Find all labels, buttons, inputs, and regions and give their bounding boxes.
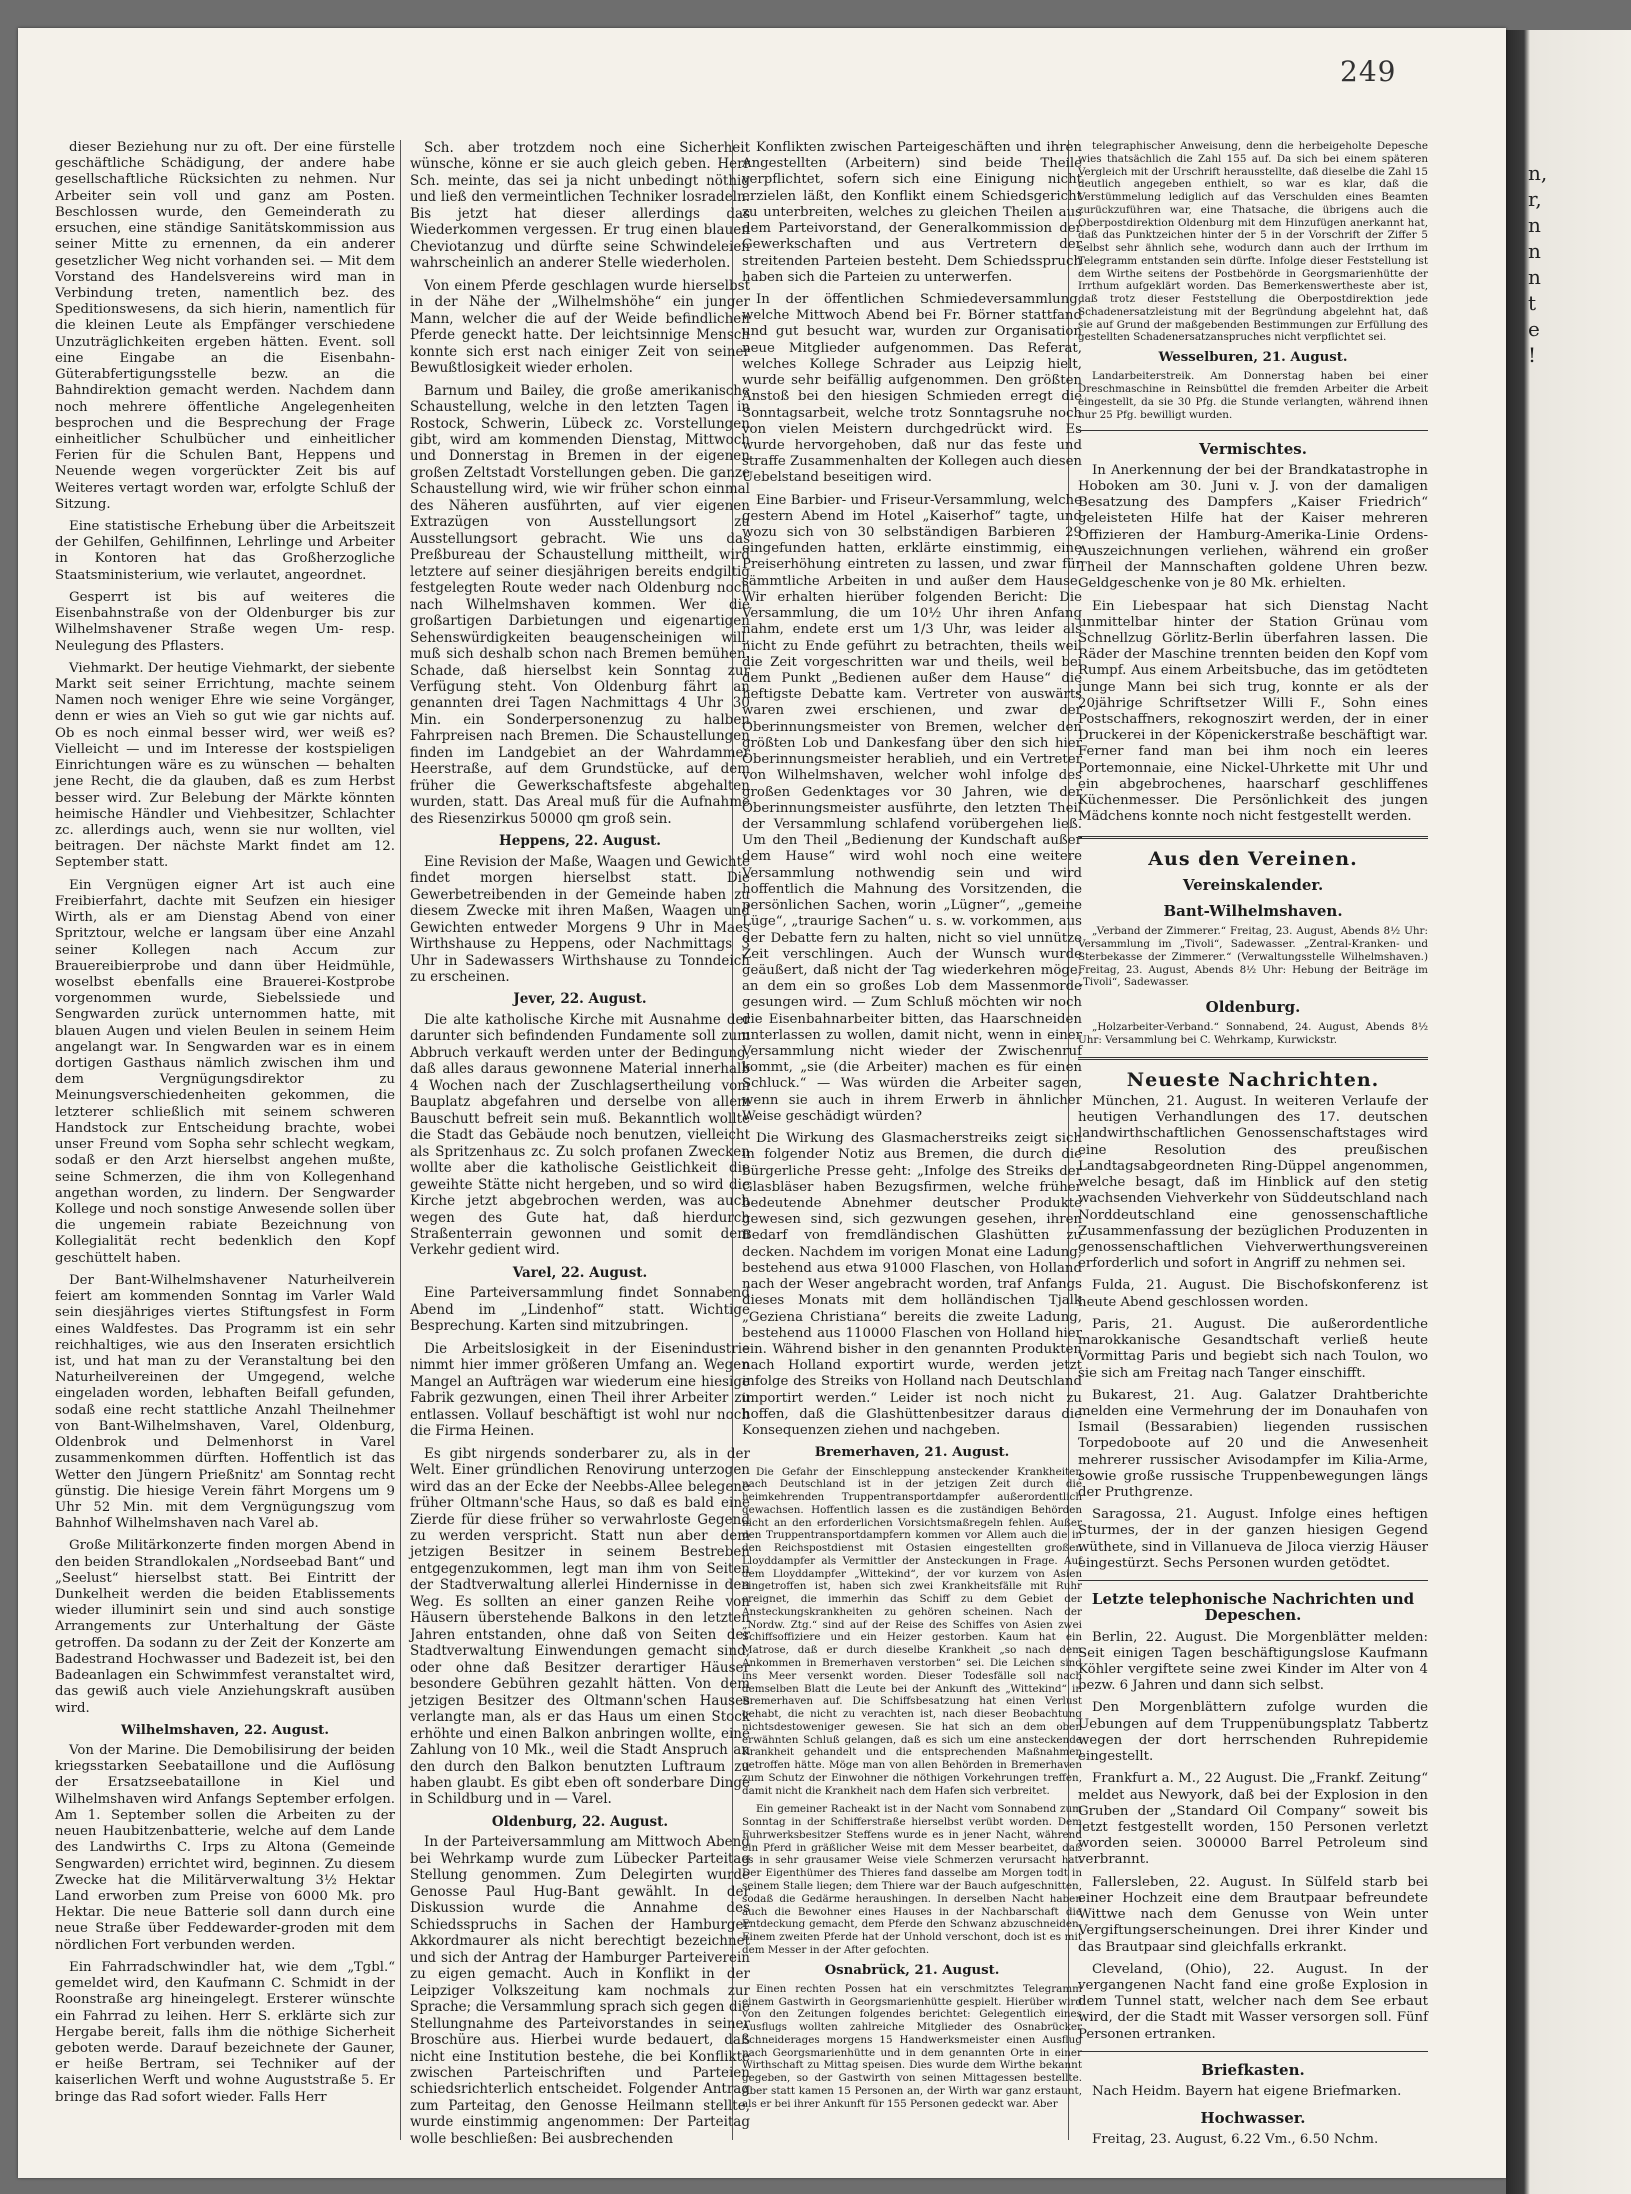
- article-paragraph: Sch. aber trotzdem noch eine Sicherheit wünsche, könne er sie auch gleich geben. Herr Sch. meinte, das sei ja nicht unbedingt nöthig und ließ den vermeintlichen Techniker losradeln. Bis jetzt hat dieser allerdings das Wiederkommen vergessen. Er trug einen blauen Cheviotanzug und dürfte seine Schwindeleien wahrscheinlich an anderer Stelle wiederholen.: [410, 140, 750, 272]
- dateline: Wilhelmshaven, 22. August.: [121, 1722, 329, 1738]
- article-paragraph: Von der Marine. Die Demobilisirung der beiden kriegsstarken Seebataillone und die Auflösung der Ersatzseebataillone in Kiel und Wilhelmshaven wird Anfangs September erfolgen. Am 1. September sollen die Arbeiten zu der neuen Haubitzenbatterie, welche auf dem Lande des Landwirths C. Irps zu Altona (Gemeinde Sengwarden) errichtet wird, beginnen. Zu diesem Zwecke hat die Militärverwaltung 3½ Hektar Land erworben zum Preise von 6000 Mk. pro Hektar. Die neue Batterie soll dann durch eine neue Straße über Feddewarder-groden mit dem nördlichen Fort verbunden werden.: [55, 1743, 395, 1953]
- column-3: [742, 140, 1082, 2116]
- article-paragraph: Bukarest, 21. Aug. Galatzer Drahtberichte melden eine Vermehrung der im Donauhafen von Ismail (Bessarabien) liegenden russischen Torpedoboote auf 20 und die Anwesenheit mehrerer russischer Avisodampfer im Kilia-Arme, sowie große russische Truppenbewegungen längs der Pruthgrenze.: [1078, 1387, 1428, 1501]
- article-paragraph: Cleveland, (Ohio), 22. August. In der vergangenen Nacht fand eine große Explosion in dem Tunnel statt, welcher nach dem See erbaut wird, der die Stadt mit Wasser versorgen soll. Fünf Personen ertranken.: [1078, 1961, 1428, 2042]
- article-paragraph: telegraphischer Anweisung, denn die herbeigeholte Depesche wies thatsächlich die Zahl 155 auf. Da sich bei einem späteren Vergleich mit der Urschrift herausstellte, daß dieselbe die Zahl 15 deutlich angegeben enthielt, so war es klar, daß die Verstümmelung lediglich auf das Verschulden eines Beamten zurückzuführen war, eine Thatsache, die übrigens auch die Oberpostdirektion Oldenburg mit dem Hinzufügen anerkannt hat, daß das Punktzeichen hinter der 5 in der Vorschrift der Ziffer 5 selbst sehr ähnlich sehe, wodurch dann auch der Irrthum im Telegramm entstanden sein dürfte. Infolge dieser Feststellung ist dem Wirthe seitens der Postbehörde in Georgsmarienhütte der Irrthum aufgeklärt worden. Das Bemerkenswertheste aber ist, daß trotz dieser Feststellung die Oberpostdirektion jede Schadenersatzleistung mit der Begründung abgelehnt hat, daß sie auf Grund der maßgebenden Bestimmungen zur Erfüllung des gestellten Schadenersatzanspruches nicht verpflichtet sei.: [1078, 140, 1428, 344]
- section-heading: Neueste Nachrichten.: [1126, 1068, 1380, 1091]
- subsection-heading: Oldenburg.: [1205, 998, 1301, 1017]
- dateline: Varel, 22. August.: [512, 1264, 648, 1281]
- section-heading: Vermischtes.: [1199, 439, 1307, 458]
- article-paragraph: Die alte katholische Kirche mit Ausnahme der darunter sich befindenden Fundamente soll zum Abbruch verkauft werden unter der Bedingung, daß alles daraus gewonnene Material innerhalb 4 Wochen nach der Zuschlagsertheilung vom Bauplatz abgefahren und derselbe von allem Bauschutt befreit sein muß. Bekanntlich wollte die Stadt das Gebäude noch benutzen, vielleicht als Spritzenhaus zc. Zu solch profanen Zwecken wollte aber die katholische Geistlichkeit die geweihte Stätte nicht hergeben, und so wird die Kirche jetzt abgebrochen werden, was auch wegen des Gute hat, daß hierdurch Straßenterrain gewonnen und somit dem Verkehr gedient wird.: [410, 1011, 750, 1259]
- article-paragraph: Gesperrt ist bis auf weiteres die Eisenbahnstraße von der Oldenburger bis zur Wilhelmshavener Straße wegen Um- resp. Neulegung des Pflasters.: [55, 589, 395, 654]
- article-paragraph: In der Parteiversammlung am Mittwoch Abend bei Wehrkamp wurde zum Lübecker Parteitag Stellung genommen. Zum Delegirten wurde Genosse Paul Hug-Bant gewählt. In der Diskussion wurde die Annahme des Schiedsspruchs in Sachen der Hamburger Akkordmaurer als nicht berechtigt bezeichnet und sich der Antrag der Hamburger Parteiverein zu eigen gemacht. Auch in Konflikt in der Leipziger Volkszeitung kam nochmals zur Sprache; die Versammlung sprach sich gegen die Stellungnahme des Parteivorstandes in seiner Broschüre aus. Hierbei wurde bedauert, daß nicht eine Institution bestehe, die bei Konflikte zwischen Parteischriften und Parteien schiedsrichterlich entscheidet. Folgender Antrag zum Parteitag, den Genosse Heilmann stellte, wurde einstimmig angenommen: Der Parteitag wolle beschließen: Bei ausbrechenden: [410, 1834, 750, 2147]
- article-paragraph: Große Militärkonzerte finden morgen Abend in den beiden Strandlokalen „Nordseebad Bant“ und „Seelust“ hierselbst statt. Bei Eintritt der Dunkelheit werden die beiden Etablissements wieder illuminirt sein und sind auch sonstige Arrangements zur Unterhaltung der Gäste getroffen. Da sodann zu der Zeit der Konzerte am Badestrand Hochwasser und Badezeit ist, bei den Badeanlagen ein Schwimmfest veranstaltet wird, das gewiß auch viele Anziehungskraft ausüben wird.: [55, 1538, 395, 1716]
- dateline: Jever, 22. August.: [513, 991, 647, 1008]
- article-paragraph: Ein Liebespaar hat sich Dienstag Nacht unmittelbar hinter der Station Grünau vom Schnellzug Görlitz-Berlin überfahren lassen. Die Räder der Maschine trennten beiden den Kopf vom Rumpf. Aus einem Arbeitsbuche, das im getödteten junge Mann bei sich trug, konnte er als der 20jährige Schriftsetzer Willi F., Sohn eines Postschaffners, rekognoszirt werden, der in einer Druckerei in der Köpenickerstraße beschäftigt war. Ferner fand man bei ihm noch ein leeres Portemonnaie, eine Nickel-Uhrkette mit Uhr und ein abgebrochenes, haarscharf geschliffenes Küchenmesser. Die Persönlichkeit des jungen Mädchens konnte noch nicht festgestellt werden.: [1078, 598, 1428, 825]
- article-paragraph: Den Morgenblättern zufolge wurden die Uebungen auf dem Truppenübungsplatz Tabbertz wegen der dort herrschenden Ruhrepidemie eingestellt.: [1078, 1700, 1428, 1765]
- article-paragraph: Von einem Pferde geschlagen wurde hierselbst in der Nähe der „Wilhelmshöhe“ ein junger Mann, welcher die auf der Weide befindlichen Pferde geneckt hatte. Der leichtsinnige Mensch konnte sich erst nach einiger Zeit von seiner Bewußtlosigkeit wieder erholen.: [410, 277, 750, 377]
- article-paragraph: In der öffentlichen Schmiedeversammlung, welche Mittwoch Abend bei Fr. Börner stattfand und gut besucht war, wurden zur Organisation neue Mitglieder aufgenommen. Das Referat, welches Kollege Schrader aus Leipzig hielt, wurde sehr beifällig aufgenommen. Den größten Anstoß bei den hiesigen Schmieden erregt die Sonntagsarbeit, welche trotz Sonntagsruhe noch von vielen Meistern durchgedrückt wird. Es wurde hervorgehoben, daß nur das feste und straffe Zusammenhalten der Kollegen auch diesen Uebelstand beseitigen wird.: [742, 291, 1082, 486]
- section-heading: Hochwasser.: [1200, 2109, 1306, 2128]
- article-paragraph: Die Wirkung des Glasmacherstreiks zeigt sich in folgender Notiz aus Bremen, die durch die bürgerliche Presse geht: „Infolge des Streiks der Glasbläser haben Bezugsfirmen, welche früher bedeutende Abnehmer deutscher Produkte gewesen sind, sich gezwungen gesehen, ihren Bedarf von fremdländischen Glashütten zu decken. Nachdem im vorigen Monat eine Ladung, bestehend aus etwa 91000 Flaschen, von Holland nach der Weser angebracht worden, traf Anfangs dieses Monats mit dem holländischen Tjalk „Geziena Christiana“ bereits die zweite Ladung, bestehend aus 110000 Flaschen von Holland hier ein. Während bisher in den genannten Produkten nach Holland exportirt wurde, werden jetzt infolge des Streiks von Holland nach Deutschland importirt werden.“ Leider ist noch nicht zu hoffen, daß die Glashüttenbesitzer daraus die Konsequenzen ziehen und nachgeben.: [742, 1131, 1082, 1439]
- article-paragraph: Paris, 21. August. Die außerordentliche marokkanische Gesandtschaft verließ heute Vormittag Paris und begiebt sich nach Toulon, wo sie sich am Freitag nach Tanger einschifft.: [1078, 1316, 1428, 1381]
- article-paragraph: Landarbeiterstreik. Am Donnerstag haben bei einer Dreschmaschine in Reinsbüttel die fremden Arbeiter die Arbeit eingestellt, da sie 30 Pfg. die Stunde verlangten, während ihnen nur 25 Pfg. bewilligt wurden.: [1078, 370, 1428, 421]
- article-paragraph: Viehmarkt. Der heutige Viehmarkt, der siebente Markt seit seiner Errichtung, machte seinem Namen noch weniger Ehre wie seine Vorgänger, denn er wies an Vieh so gut wie gar nichts auf. Ob es noch einmal besser wird, wer weiß es? Vielleicht — und im Interesse der kostspieligen Einrichtungen wäre es zu wünschen — behalten jene Recht, die da glauben, daß es zum Herbst besser wird. Zur Belebung der Märkte könnten heimische Händler und Viehbesitzer, Schlachter zc. allerdings auch, wenn sie nur wollten, viel beitragen. Der nächste Markt findet am 12. September statt.: [55, 660, 395, 871]
- article-paragraph: Freitag, 23. August, 6.22 Vm., 6.50 Nchm.: [1092, 2132, 1379, 2148]
- column-rule: [400, 140, 401, 2140]
- article-paragraph: Barnum und Bailey, die große amerikanische Schaustellung, welche in den letzten Tagen in Rostock, Schwerin, Lübeck zc. Vorstellungen gibt, wird am kommenden Dienstag, Mittwoch und Donnerstag in Bremen in der eigenen großen Zeltstadt Vorstellungen geben. Die ganze Schaustellung wird, wie wir früher schon einmal des Näheren ausführten, auf vier eigenen Extrazügen von Ausstellungsort zu Ausstellungsort gebracht. Wie uns das Preßbureau der Schaustellung mittheilt, wird letztere auf seiner diesjährigen bereits endgiltig festgelegten Route weder nach Oldenburg noch nach Wilhelmshaven kommen. Wer die großartigen Darbietungen und eigenartigen Sehenswürdigkeiten beaugenscheinigen will, muß sich deshalb schon nach Bremen bemühen. Schade, daß hierselbst kein Sonntag zur Verfügung steht. Von Oldenburg fährt an genannten drei Tagen Nachmittags 4 Uhr 30 Min. ein Sonderpersonenzug zu halben Fahrpreisen nach Bremen. Die Schaustellungen finden im Landgebiet an der Wahrdammer Heerstraße, auf dem Grundstücke, auf dem früher die Gewerkschaftsfeste abgehalten wurden, statt. Das Areal muß für die Aufnahme des Riesenzirkus 50000 qm groß sein.: [410, 382, 750, 827]
- article-paragraph: Einen rechten Possen hat ein verschmitztes Telegramm einem Gastwirth in Georgsmarienhütte gespielt. Hierüber wird von den Zeitungen folgendes berichtet: Gelegentlich eines Ausflugs wollten zahlreiche Mitglieder des Osnabrücker Schneiderages morgens 15 Handwerksmeister einen Ausflug nach Georgsmarienhütte und in dem genannten Orte in einer Wirthschaft zu Mittag speisen. Dies wurde dem Wirthe bekannt gegeben, so der Gastwirth von seinen Mittagessen bestellte. Aber statt kamen 15 Personen an, der Wirth war ganz erstaunt, als er bei ihrer Ankunft für 155 Personen gedeckt war. Aber: [742, 1982, 1082, 2110]
- subsection-heading: Bant-Wilhelmshaven.: [1163, 902, 1343, 920]
- article-paragraph: Ein Fahrradschwindler hat, wie dem „Tgbl.“ gemeldet wird, den Kaufmann C. Schmidt in der Roonstraße arg hineingelegt. Ersterer wünschte ein Fahrrad zu leihen. Herr S. erklärte sich zur Hergabe bereit, falls ihm die nöthige Sicherheit geboten werde. Darauf bezeichnete der Gauner, er heiße Bertram, sei Techniker auf der kaiserlichen Werft und wohne Auguststraße 5. Er bringe das Rad sofort wieder. Falls Herr: [55, 1959, 395, 2105]
- column-1: [55, 140, 395, 2112]
- article-paragraph: Eine Parteiversammlung findet Sonnabend Abend im „Lindenhof“ statt. Wichtige Besprechung. Karten sind mitzubringen.: [410, 1285, 750, 1335]
- dateline: Wesselburen, 21. August.: [1158, 350, 1348, 366]
- divider: [1078, 2051, 1428, 2052]
- divider: [1078, 1580, 1428, 1581]
- dateline: Oldenburg, 22. August.: [491, 1813, 669, 1830]
- article-paragraph: Frankfurt a. M., 22 August. Die „Frankf. Zeitung“ meldet aus Newyork, daß bei der Explosion in den Gruben der „Standard Oil Company“ soweit bis jetzt festgestellt worden, 150 Personen verletzt worden seien. 300000 Barrel Petroleum sind verbrannt.: [1078, 1771, 1428, 1868]
- article-paragraph: Die Gefahr der Einschleppung ansteckender Krankheiten nach Deutschland ist in der jetzigen Zeit durch die heimkehrenden Truppentransportdampfer außerordentlich gewachsen. Hoffentlich lassen es die zuständigen Behörden nicht an den erforderlichen Vorsichtsmaßregeln fehlen. Außer den Truppentransportdampfern kommen vor Allem auch die in den Reichspostdienst mit Ostasien eingestellten großen Lloyddampfer als Vermittler der Ansteckungen in Frage. Auf dem Lloyddampfer „Wittekind“, der vor kurzem von Asien eingetroffen ist, haben sich zwei Krankheitsfälle mit Ruhr ereignet, die immerhin das Schiff zu dem Gebiet der Ansteckungskrankheiten zu gehören scheinen. Nach der „Nordw. Ztg.“ sind auf der Reise des Schiffes von Asien zwei Schiffsoffiziere und ein Heizer gestorben. Kaum hat ein Matrose, daß er durch dieselbe Krankheit „so nach dem Ankommen in Bremerhaven verstorben“ sei. Die Leichen sind ins Meer versenkt worden. Dieser Todesfälle soll nach demselben Blatt die Leute bei der Ankunft des „Wittekind“ in Bremerhaven auf. Die Schiffsbesatzung hat einen Verlust gehabt, die nicht zu verachten ist, nach dieser Beobachtung nichtsdestoweniger gewesen. Sie hat sich an dem oben erwähnten Schluß gelangen, daß es sich um eine ansteckende Krankheit gehandelt und die entsprechenden Maßnahmen getroffen hätte. Möge man von allen Behörden in Bremerhaven zum Schutz der Einwohner die nöthigen Vorkehrungen treffen, damit nicht die Krankheit nach dem Hafen sich verbreitet.: [742, 1465, 1082, 1797]
- article-paragraph: dieser Beziehung nur zu oft. Der eine fürstelle geschäftliche Schädigung, der andere habe gesellschaftliche Rücksichten zu nehmen. Nur Arbeiter sein voll und ganz am Posten. Beschlossen wurde, den Gemeinderath zu ersuchen, eine ständige Sanitätskommission aus seiner Mitte zu ernennen, da ein anderer gesetzlicher Weg nicht vorhanden sei. — Mit dem Vorstand des Handelsvereins wird man in Verbindung treten, namentlich bez. des Speditionswesens, da sich hierin, namentlich für die kleinen Leute als Empfänger verschiedene Unzuträglichkeiten ergeben hätten. Event. soll eine Eingabe an die Eisenbahn-Güterabfertigungsstelle bezw. an die Bahndirektion gemacht werden. Nachdem dann noch mehrere öffentliche Angelegenheiten besprochen und die Besprechung der Frage einheitlicher Schulbücher und einheitlicher Ferien für die Schulen Bant, Heppens und Neuende wegen vorgerückter Zeit bis auf Weiteres vertagt worden war, erfolgte Schluß der Sitzung.: [55, 140, 395, 512]
- article-paragraph: Konflikten zwischen Parteigeschäften und ihren Angestellten (Arbeitern) sind beide Theile verpflichtet, sofern sich eine Einigung nicht erzielen läßt, den Konflikt einem Schiedsgericht zu unterbreiten, welches zu gleichen Theilen aus dem Parteivorstand, der Generalkommission der Gewerkschaften und aus Vertretern der streitenden Parteien besteht. Dem Schiedsspruch haben sich die Parteien zu unterwerfen.: [742, 140, 1082, 285]
- article-paragraph: Saragossa, 21. August. Infolge eines heftigen Sturmes, der in der ganzen hiesigen Gegend wüthete, sind in Villanueva de Jiloca vierzig Häuser eingestürzt. Sechs Personen wurden getödtet.: [1078, 1507, 1428, 1571]
- adjacent-page-fragment: n, r, n n n t e !: [1528, 161, 1548, 367]
- divider: [1078, 430, 1428, 431]
- article-paragraph: Die Arbeitslosigkeit in der Eisenindustrie nimmt hier immer größeren Umfang an. Wegen Mangel an Aufträgen war wiederum eine hiesige Fabrik gezwungen, einen Theil ihrer Arbeiter zu entlassen. Vollauf beschäftigt ist wohl nur noch die Firma Heinen.: [410, 1340, 750, 1440]
- article-paragraph: Es gibt nirgends sonderbarer zu, als in der Welt. Einer gründlichen Renovirung unterzogen wird das an der Ecke der Neebbs-Allee belegene früher Oltmann'sche Haus, so daß es bald eine Zierde für diese früher so verwahrloste Gegend zu werden verspricht. Statt nun aber dem jetzigen Besitzer in seinem Bestreben entgegenzukommen, legt man ihm von Seiten der Stadtverwaltung allerlei Hindernisse in den Weg. Es sollten an einer ganzen Reihe von Häusern überstehende Balkons in den letzten Jahren entstanden, ohne daß von Seiten der Stadtverwaltung Einwendungen gemacht sind, oder ohne daß Besitzer derartiger Häuser besondere Gebühren gezahlt hätten. Von dem jetzigen Besitzer des Oltmann'schen Hauses verlangte man, als er das Haus um einen Stock erhöhte und einen Balkon anbringen wollte, eine Zahlung von 10 Mk., weil die Stadt Anspruch an den durch den Balkon benutzten Luftraum zu haben glaubt. Es gibt eben oft sonderbare Dinge in Schildburg und in — Varel.: [410, 1445, 750, 1808]
- article-paragraph: „Holzarbeiter-Verband.“ Sonnabend, 24. August, Abends 8½ Uhr: Versammlung bei C. Wehrkamp, Kurwickstr.: [1078, 1021, 1428, 1047]
- article-paragraph: Berlin, 22. August. Die Morgenblätter melden: Seit einigen Tagen beschäftigungslose Kaufmann Köhler vergiftete seine zwei Kinder im Alter von 4 bezw. 6 Jahren und dann sich selbst.: [1078, 1629, 1428, 1694]
- section-heading: Briefkasten.: [1201, 2060, 1305, 2079]
- page-number: 249: [1340, 55, 1397, 88]
- dateline: Bremerhaven, 21. August.: [814, 1445, 1010, 1461]
- column-4: [1078, 140, 1428, 2155]
- column-2: [410, 140, 750, 2153]
- dateline: Osnabrück, 21. August.: [824, 1962, 1000, 1978]
- article-paragraph: Nach Heidm. Bayern hat eigene Briefmarken.: [1092, 2084, 1402, 2100]
- article-paragraph: Fallersleben, 22. August. In Sülfeld starb bei einer Hochzeit eine dem Brautpaar befreundete Wittwe nach dem Genusse von Wein unter Vergiftungserscheinungen. Drei ihrer Kinder und das Brautpaar sind gleichfalls erkrankt.: [1078, 1874, 1428, 1955]
- dateline: Heppens, 22. August.: [499, 833, 661, 850]
- article-paragraph: Der Bant-Wilhelmshavener Naturheilverein feiert am kommenden Sonntag im Varler Wald sein diesjähriges viertes Stiftungsfest in Form eines Waldfestes. Das Programm ist ein sehr reichhaltiges, wie aus den Inseraten ersichtlich ist, und hat man zu der Veranstaltung bei den Naturheilvereinen der Umgegend, welche eingeladen worden, lebhaften Beifall gefunden, sodaß eine recht stattliche Anzahl Theilnehmer von Bant-Wilhelmshaven, Varel, Oldenburg, Oldenbrok und Delmenhorst in Varel zusammenkommen dürften. Hoffentlich ist das Wetter den Jüngern Prießnitz' am Sonntag recht günstig. Die hiesige Verein fährt Morgens um 9 Uhr 52 Min. mit dem Vergnügungszug vom Bahnhof Wilhelmshaven nach Varel ab.: [55, 1272, 395, 1532]
- binding-edge: [1506, 30, 1631, 2194]
- section-heading: Aus den Vereinen.: [1148, 847, 1358, 870]
- article-paragraph: Eine Revision der Maße, Waagen und Gewichte findet morgen hierselbst statt. Die Gewerbetreibenden in der Gemeinde haben zu diesem Zwecke mit ihren Maßen, Waagen und Gewichten entweder Morgens 9 Uhr in Maes Wirthshause zu Heppens, oder Nachmittags 3 Uhr in Sadewassers Wirthshause zu Tonndeich zu erscheinen.: [410, 853, 750, 985]
- article-paragraph: Ein Vergnügen eigner Art ist auch eine Freibierfahrt, dachte mit Seufzen ein hiesiger Wirth, als er am Dienstag Abend von einer Spritztour, welche er langsam über eine Anzahl seiner Kollegen nach Accum zur Brauereibierprobe und dann über Heidmühle, woselbst ebenfalls eine Brauerei-Kostprobe vorgenommen wurde, Siebelssiede und Sengwarden zurück unternommen hatte, mit blauen Augen und vielen Beulen in seinem Heim angelangt war. In Sengwarden war es in einem dortigen Gasthaus nämlich zwischen ihm und dem Vergnügungsdirektor zu Meinungsverschiedenheiten gekommen, die letzterer schließlich mit seinem schweren Handstock zur Entscheidung brachte, wobei unser Freund vom Sopha sehr schlecht wegkam, sodaß er den Arzt hierselbst angehen mußte, seine Schmerzen, die ihm von Kollegenhand angethan worden, zu lindern. Der Sengwarder Kollege und noch sonstige Anwesende sollen über die ungemein rabiate Bezeichnung von Kollegialität recht bedenklich den Kopf geschüttelt haben.: [55, 877, 395, 1266]
- article-paragraph: „Verband der Zimmerer.“ Freitag, 23. August, Abends 8½ Uhr: Versammlung im „Tivoli“, Sadewasser. „Zentral-Kranken- und Sterbekasse der Zimmerer.“ (Verwaltungsstelle Wilhelmshaven.) Freitag, 23. August, Abends 8½ Uhr: Hebung der Beiträge im „Tivoli“, Sadewasser.: [1078, 925, 1428, 989]
- section-heading: Letzte telephonische Nachrichten und Depeschen.: [1091, 1590, 1415, 1625]
- article-paragraph: Eine Barbier- und Friseur-Versammlung, welche gestern Abend im Hotel „Kaiserhof“ tagte, und wozu sich von 30 selbständigen Barbieren 29 eingefunden hatten, erklärte einstimmig, eine Preiserhöhung eintreten zu lassen, und zwar für sämmtliche Arbeiten in und außer dem Hause. Wir erhalten hierüber folgenden Bericht: Die Versammlung, die um 10½ Uhr ihren Anfang nahm, endete erst um 1/3 Uhr, was leider als nicht zu Ende geführt zu betrachten, theils weil die Zeit vorgeschritten war und theils, weil bei dem Punkt „Bedienen außer dem Hause“ die heftigste Debatte kam. Vertreter von auswärts waren zwei erschienen, und zwar der Oberinnungsmeister von Bremen, welcher den größten Lob und Dankesfang über den sich hier Oberinnungsmeister herablieh, und ein Vertreter von Wilhelmshaven, welcher wohl infolge des großen Gedenktages vor 30 Jahren, wie der Oberinnungsmeister ausführte, den letzten Theil der Versammlung schlafend vorübergehen ließ. Um den Theil „Bedienung der Kundschaft außer dem Hause“ wird wohl noch eine weitere Versammlung nothwendig sein und wird hoffentlich die Mahnung des Vorsitzenden, die persönlichen Sachen, worin „Lügner“, „gemeine Lüge“, „traurige Sachen“ u. s. w. vorkommen, aus der Debatte fern zu halten, nicht so viel unnütze Zeit verschlingen. Auch der Wunsch wurde geäußert, daß nicht der Tag wiederkehren möge, an dem ein so großes Lob dem Massenmorde gesungen wird. — Zum Schluß möchten wir noch die Eisenbahnarbeiter bitten, das Haarschneiden unterlassen zu wollen, damit nicht, wenn in einer Versammlung nicht wieder der Zwischenruf kommt, „sie (die Arbeiter) machen es für einen Schluck.“ — Was würden die Arbeiter sagen, wenn sie auch in ihrem Erwerb in ähnlicher Weise geschädigt würden?: [742, 492, 1082, 1124]
- article-paragraph: Eine statistische Erhebung über die Arbeitszeit der Gehilfen, Gehilfinnen, Lehrlinge und Arbeiter in Kontoren hat das Großherzogliche Staatsministerium, wie verlautet, angeordnet.: [55, 519, 395, 583]
- article-paragraph: Fulda, 21. August. Die Bischofskonferenz ist heute Abend geschlossen worden.: [1078, 1278, 1428, 1310]
- subsection-heading: Vereinskalender.: [1182, 875, 1324, 894]
- article-paragraph: Ein gemeiner Racheakt ist in der Nacht vom Sonnabend zum Sonntag in der Schifferstraße hierselbst verübt worden. Dem Fuhrwerksbesitzer Steffens wurde es in jener Nacht, während ein Pferd in gräßlicher Weise mit dem Messer bearbeitet, daß es in sehr grausamer Weise viele Schmerzen verursacht hat. Der Eigenthümer des Thieres fand dasselbe am Morgen todt in seinem Stalle liegen; dem Thiere war der Bauch aufgeschnitten, sodaß die Gedärme heraushingen. In derselben Nacht haben auch die Bewohner eines Hauses in der Nachbarschaft die Entdeckung gemacht, dem Pferde den Schwanz abzuschneiden. Einem zweiten Pferde hat der Unhold verschont, doch ist es mit dem Messer in der After gefochten.: [742, 1803, 1082, 1956]
- divider: [1078, 1057, 1428, 1060]
- article-paragraph: In Anerkennung der bei der Brandkatastrophe in Hoboken am 30. Juni v. J. von der damaligen Besatzung des Dampfers „Kaiser Friedrich“ geleisteten Hilfe hat der Kaiser mehreren Offizieren der Hamburg-Amerika-Linie Ordens-Auszeichnungen verliehen, während ein großer Theil der Mannschaften goldene Uhren bezw. Geldgeschenke von je 80 Mk. erhielten.: [1078, 462, 1428, 592]
- article-paragraph: München, 21. August. In weiteren Verlaufe der heutigen Verhandlungen des 17. deutschen landwirthschaftlichen Genossenschaftstages wird eine Resolution des preußischen Landtagsabgeordneten Ring-Düppel angenommen, welche besagt, daß im Hinblick auf den stetig wachsenden Viehverkehr von Süddeutschland nach Norddeutschland eine genossenschaftliche Zusammenfassung der bezüglichen Produzenten in genossenschaftlichen Viehverwerthungsvereinen erforderlich und sofort in Angriff zu nehmen sei.: [1078, 1094, 1428, 1272]
- divider: [1078, 836, 1428, 839]
